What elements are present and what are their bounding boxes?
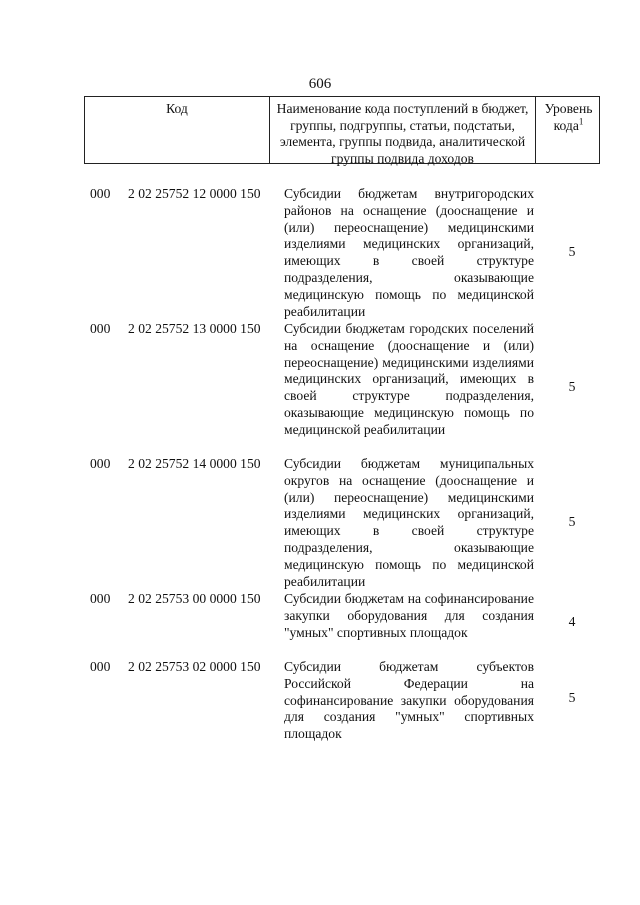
row-code: 2 02 25752 14 0000 150 [128, 456, 261, 471]
header-level [535, 97, 601, 163]
row-prefix: 000 [90, 321, 111, 336]
row-description: Субсидии бюджетам субъектов Российской Федерации на софинансирование закупки оборудования для создания "умных" спортивных площадок [284, 659, 534, 742]
header-level-label: Уровень кода [544, 101, 593, 133]
row-prefix: 000 [90, 186, 111, 201]
row-code: 2 02 25753 00 0000 150 [128, 591, 261, 606]
row-description: Субсидии бюджетам внутригородских районов на оснащение (дооснащение и (или) переоснащение) медицинскими изделиями медицинских организаций, имеющих в своей структуре подразделения, оказывающие медицинскую помощь по медицинской реабилитации [284, 186, 534, 319]
row-code: 2 02 25752 13 0000 150 [128, 321, 261, 336]
row-description: Субсидии бюджетам на софинансирование закупки оборудования для создания "умных" спортивных площадок [284, 591, 534, 640]
row-prefix: 000 [90, 591, 111, 606]
row-description: Субсидии бюджетам муниципальных округов на оснащение (дооснащение и (или) переоснащение) медицинскими изделиями медицинских организаций, имеющих в своей структуре подразделения, оказывающие медицинскую помощь по медицинской реабилитации [284, 456, 534, 589]
row-level: 5 [568, 690, 576, 705]
row-code: 2 02 25753 02 0000 150 [128, 659, 261, 674]
header-name: Наименование кода поступлений в бюджет, группы, подгруппы, статьи, подстатьи, элемента, группы подвида, аналитической группы подвида доходов [269, 97, 535, 163]
row-code: 2 02 25752 12 0000 150 [128, 186, 261, 201]
row-level: 4 [568, 614, 576, 629]
row-prefix: 000 [90, 456, 111, 471]
row-prefix: 000 [90, 659, 111, 674]
table-header [84, 96, 600, 164]
header-code: Код [166, 101, 188, 116]
page-number: 606 [308, 76, 332, 92]
row-description: Субсидии бюджетам городских поселений на оснащение (дооснащение и (или) переоснащение) медицинскими изделиями медицинских организаций, имеющих в своей структуре подразделения, оказывающие медицинскую помощь по медицинской реабилитации [284, 321, 534, 437]
row-level: 5 [568, 514, 576, 529]
row-level: 5 [568, 244, 576, 259]
footnote-marker: 1 [578, 115, 584, 126]
row-level: 5 [568, 379, 576, 394]
